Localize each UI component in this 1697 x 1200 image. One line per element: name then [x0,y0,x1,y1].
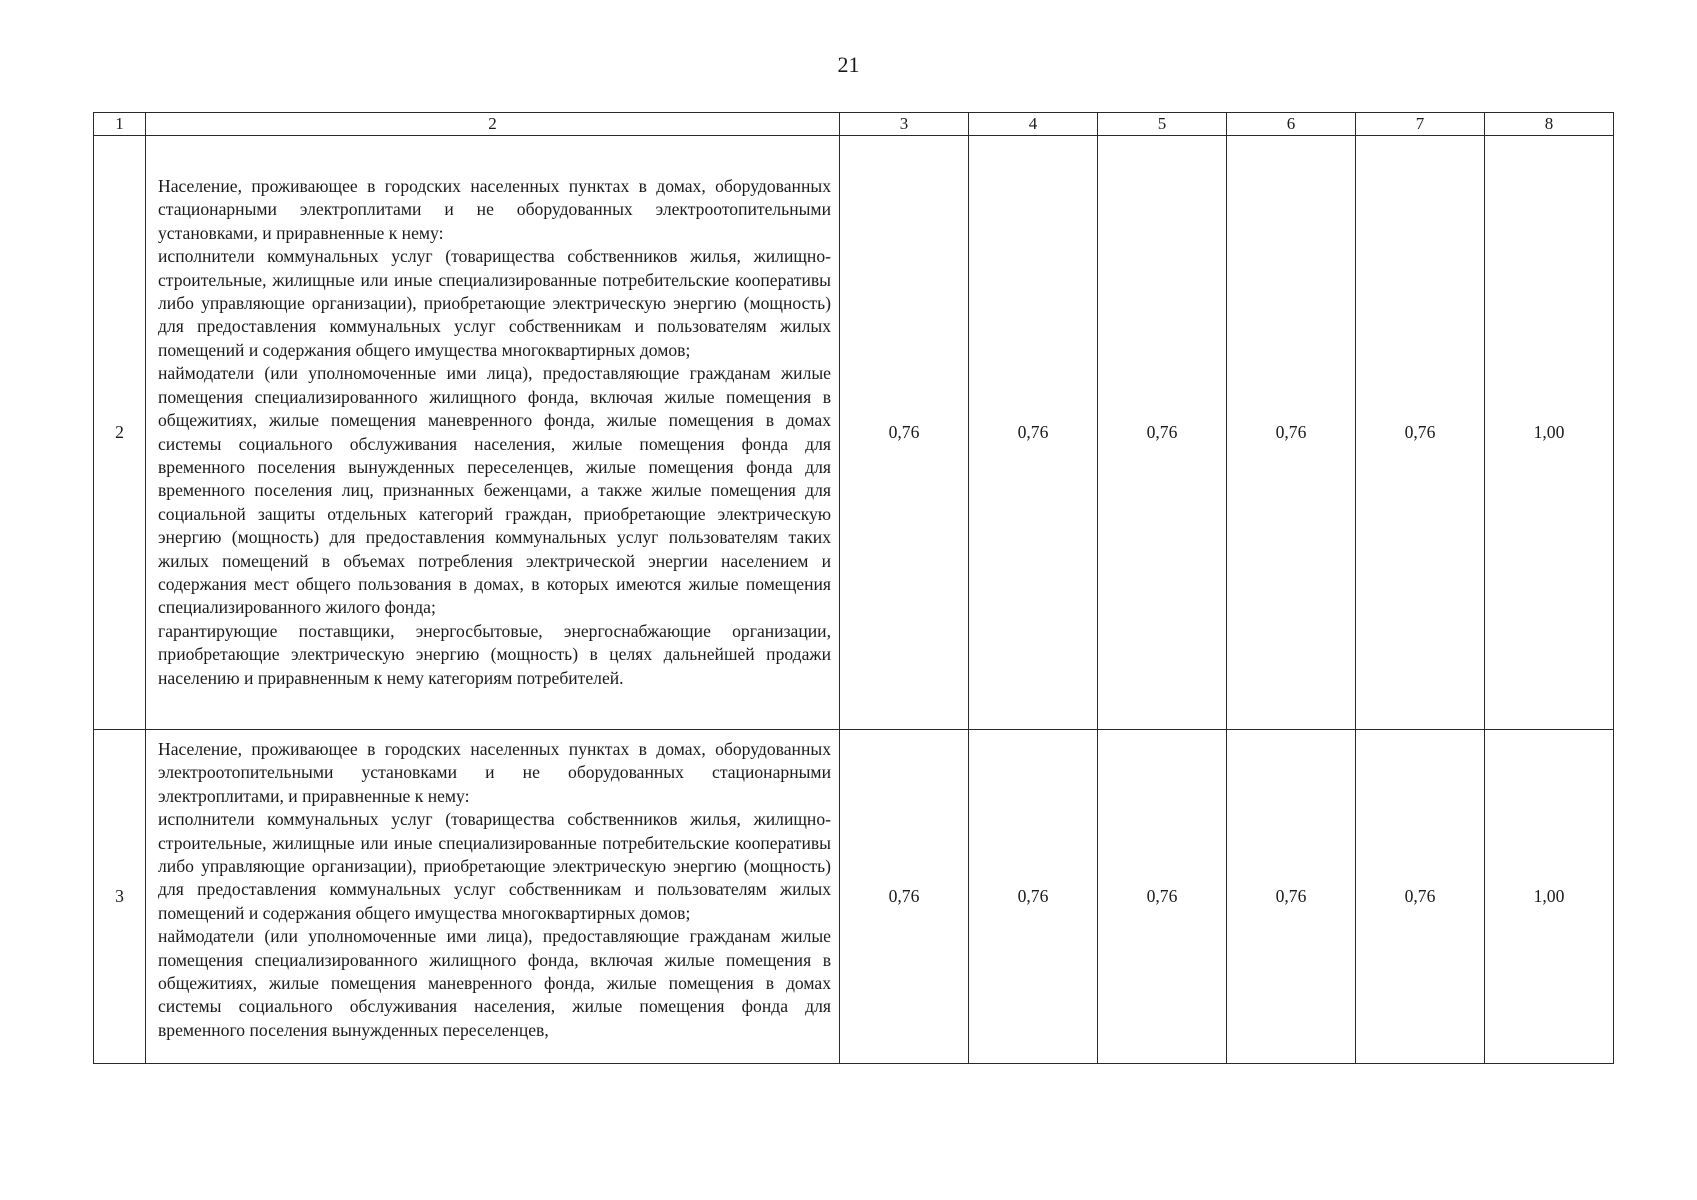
value-cell: 0,76 [1356,730,1485,1064]
column-header: 6 [1227,113,1356,136]
page-number: 21 [837,52,860,77]
description-paragraph: исполнители коммунальных услуг (товарищества собственников жилья, жилищно-строительные, жилищные или иные специализированные потребительские кооперативы либо управляющие организации), приобретающие электрическую энергию (мощность) для предоставления коммунальных услуг собственникам и пользователям жилых помещений и содержания общего имущества многоквартирных домов; [158,246,831,360]
table-row [94,730,1614,1064]
value-cell: 0,76 [1356,136,1485,730]
column-header: 2 [146,113,840,136]
tariff-table [93,112,1614,1064]
description-paragraph: гарантирующие поставщики, энергосбытовые, энергоснабжающие организации, приобретающие электрическую энергию (мощность) в целях дальнейшей продажи населению и приравненным к нему категориям потребителей. [158,620,831,688]
column-header: 3 [840,113,969,136]
column-header: 7 [1356,113,1485,136]
value-cell: 0,76 [1098,730,1227,1064]
column-header: 1 [94,113,146,136]
column-header: 5 [1098,113,1227,136]
value-cell: 0,76 [1098,136,1227,730]
description-paragraph: наймодатели (или уполномоченные ими лица), предоставляющие гражданам жилые помещения специализированного жилищного фонда, включая жилые помещения в общежитиях, жилые помещения маневренного фонда, жилые помещения в домах системы социального обслуживания населения, жилые помещения фонда для временного поселения вынужденных переселенцев, [158,926,831,1040]
value-cell: 0,76 [840,730,969,1064]
description-paragraph: Население, проживающее в городских населенных пунктах в домах, оборудованных стационарными электроплитами и не оборудованных электроотопительными установками, и приравненные к нему: [158,176,831,243]
column-header: 4 [969,113,1098,136]
description-paragraph: Население, проживающее в городских населенных пунктах в домах, оборудованных электроотопительными установками и не оборудованных стационарными электроплитами, и приравненные к нему: [158,739,831,806]
value-cell: 1,00 [1485,730,1614,1064]
row-description [146,136,840,730]
value-cell: 0,76 [1227,730,1356,1064]
table-header-row [94,113,1614,136]
description-paragraph: наймодатели (или уполномоченные ими лица), предоставляющие гражданам жилые помещения специализированного жилищного фонда, включая жилые помещения в общежитиях, жилые помещения маневренного фонда, жилые помещения в домах системы социального обслуживания населения, жилые помещения фонда для временного поселения вынужденных переселенцев, жилые помещения фонда для временного поселения лиц, признанных беженцами, а также жилые помещения для социальной защиты отдельных категорий граждан, приобретающие электрическую энергию (мощность) для предоставления коммунальных услуг пользователям таких жилых помещений в объемах потребления электрической энергии населением и содержания мест общего пользования в домах, в которых имеются жилые помещения специализированного жилого фонда; [158,363,831,618]
value-cell: 1,00 [1485,136,1614,730]
value-cell: 0,76 [969,730,1098,1064]
value-cell: 0,76 [1227,136,1356,730]
row-description [146,730,840,1064]
value-cell: 0,76 [969,136,1098,730]
table-row [94,136,1614,730]
row-number: 2 [94,136,146,730]
row-number: 3 [94,730,146,1064]
value-cell: 0,76 [840,136,969,730]
column-header: 8 [1485,113,1614,136]
description-paragraph: исполнители коммунальных услуг (товарищества собственников жилья, жилищно-строительные, жилищные или иные специализированные потребительские кооперативы либо управляющие организации), приобретающие электрическую энергию (мощность) для предоставления коммунальных услуг собственникам и пользователям жилых помещений и содержания общего имущества многоквартирных домов; [158,809,831,923]
